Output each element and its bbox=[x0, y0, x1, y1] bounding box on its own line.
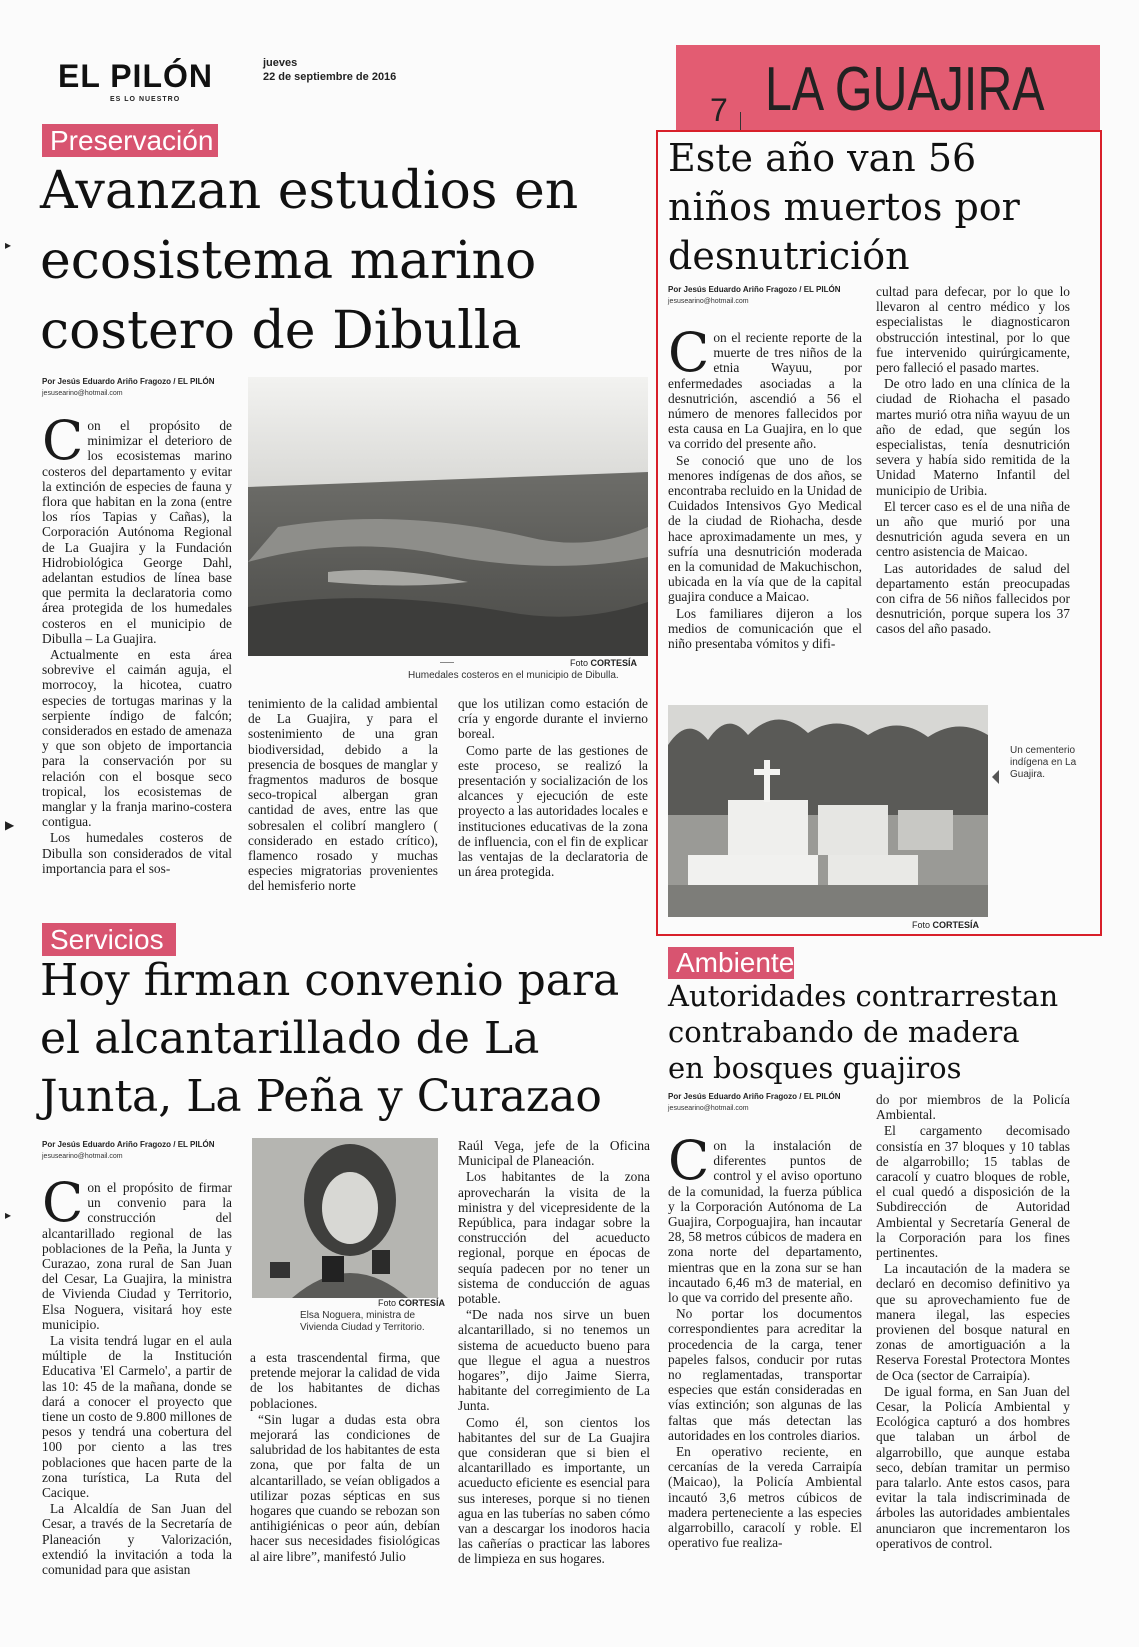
page-number: 7 bbox=[710, 92, 728, 128]
article2-headline bbox=[668, 134, 1088, 281]
article3-paragraph: Raúl Vega, jefe de la Oficina Municipal de Planeación. bbox=[458, 1138, 650, 1169]
cemetery-image bbox=[668, 705, 988, 917]
article1-paragraph: Los humedales costeros de Dibulla son considerados de vital importancia para el sos- bbox=[42, 830, 232, 876]
article4-paragraph: do por miembros de la Policía Ambiental. bbox=[876, 1092, 1070, 1123]
article2-photo-credit bbox=[912, 920, 979, 930]
article3-headline-line: el alcantarillado de La bbox=[40, 1013, 540, 1064]
scan-mark: ▶ bbox=[5, 818, 15, 832]
article2-headline-line: Este año van 56 bbox=[668, 136, 977, 180]
article1-paragraph: tenimiento de la calidad ambiental de La Guajira, y para el sostenimiento de una gran biodiversidad, debido a la presencia de bosques de manglar y fragmentos maduros de bosque seco-tropical albergan gran cantidad de aves, entre las que sobresalen el colibrí manglero ( considerado en estado crítico), flamenco rosado y muchas especies migratorias provenientes del hemisferio norte bbox=[248, 696, 438, 894]
article3-paragraph: “De nada nos sirve un buen alcantarillado, si no tenemos un sistema de acueducto bueno para que llegue el agua a nuestros hogares”, dijo Jaime Sierra, habitante del corregimiento de La Junta. bbox=[458, 1307, 650, 1414]
credit-label: Foto bbox=[570, 658, 589, 668]
coastal-wetland-image bbox=[248, 377, 648, 656]
article4-headline-line: Autoridades contrarrestan bbox=[668, 979, 1059, 1013]
credit-source: CORTESÍA bbox=[398, 1298, 446, 1308]
article3-photo-caption: Elsa Noguera, ministra de Vivienda Ciudad y Territorio. bbox=[300, 1310, 425, 1333]
article4-paragraph: De igual forma, en San Juan del Cesar, la Policía Ambiental y Ecológica capturó a dos hombres que talaban un árbol de algarrobillo, que aunque estaba seco, debían tramitar un permiso para talarlo. Ante estos casos, para evitar la tala indiscriminada de árboles las autoridades ambientales anunciaron que incrementaron los operativos de control. bbox=[876, 1383, 1070, 1551]
article3-email: jesusearino@hotmail.com bbox=[42, 1153, 123, 1160]
article2-photo-caption: Un cementerio indígena en La Guajira. bbox=[1010, 745, 1077, 780]
article1-paragraph: Como parte de las gestiones de este proceso, se realizó la presentación y socialización de los alcances y ejecución de este proyecto a las autoridades locales e instituciones educativas de la zona de influencia, con el fin de explicar las ventajas de la declaratoria de un área protegida. bbox=[458, 742, 648, 880]
article2-paragraph: El tercer caso es el de una niña de un año que murió por una desnutrición aguda severa en un centro asistencia de Maicao. bbox=[876, 498, 1070, 560]
dropcap: C bbox=[42, 409, 84, 472]
article4-paragraph: No portar los documentos correspondientes para acreditar la procedencia de la carga, tener papeles falsos, conducir por rutas no reglamentadas, transportar especies que están consideradas en vías extinción; son algunas de las faltas que más detectan las autoridades en los controles diarios. bbox=[668, 1306, 862, 1443]
article1-photo-credit bbox=[570, 658, 637, 668]
article1-paragraph bbox=[42, 409, 232, 646]
article3-paragraph: “Sin lugar a dudas esta obra mejorará las condiciones de salubridad de los habitantes de esta zona, que por falta de un alcantarillado, se veían obligados a utilizar pozas sépticas en sus hogares que cuando se rebozan son antihigiénicas o peor aún, debían hacer sus necesidades fisiológicas al aire libre”, manifestó Julio bbox=[250, 1411, 440, 1564]
article1-photo bbox=[248, 377, 648, 656]
article3-paragraph: La visita tendrá lugar en el aula múltiple de la Institución Educativa 'El Carmelo', a partir de las 10: 45 de la mañana, donde se dará a conocer el proyecto que tiene un costo de 9.800 millones de pesos y tendrá una cobertura del 100 por ciento a las tres poblaciones que hacen parte de la zona turística, La Ruta del Cacique. bbox=[42, 1333, 232, 1501]
banner-divider bbox=[740, 112, 741, 132]
article3-headline-line: Hoy firman convenio para bbox=[40, 955, 620, 1006]
article2-paragraph: Los familiares dijeron a los medios de comunicación que el niño presentaba vómitos y difi- bbox=[668, 605, 862, 652]
article1-column-1 bbox=[42, 409, 232, 877]
article2-byline: Por Jesús Eduardo Ariño Fragozo / EL PILÓN bbox=[668, 285, 841, 294]
article2-column-1 bbox=[668, 321, 862, 652]
issue-date bbox=[263, 56, 396, 84]
article1-headline-line: ecosistema marino bbox=[40, 231, 537, 291]
article3-column-3 bbox=[458, 1138, 650, 1568]
caption-marker bbox=[440, 656, 454, 663]
article1-photo-caption: Humedales costeros en el municipio de Dibulla. bbox=[408, 670, 619, 681]
dropcap: C bbox=[668, 321, 710, 384]
article3-section-tag: Servicios bbox=[42, 923, 176, 956]
article4-paragraph-text: on la instalación de diferentes puntos de control y el aviso oportuno de la comunidad, la fuerza pública y la Corporación Autónoma de La Guajira, Corpoguajira, han incautar 28, 58 metros cúbicos de madera en zona norte del departamento, mientras que en la zona sur se han incautado 6,46 m3 de material, en lo que va corrido del presente año. bbox=[668, 1138, 862, 1306]
article3-headline-line: Junta, La Peña y Curazao bbox=[40, 1071, 602, 1122]
article3-photo-credit bbox=[378, 1298, 445, 1308]
dropcap: C bbox=[668, 1129, 710, 1192]
issue-weekday: jueves bbox=[263, 57, 298, 69]
credit-label: Foto bbox=[912, 920, 931, 930]
article2-headline-line: niños muertos por bbox=[668, 185, 1020, 229]
article4-byline: Por Jesús Eduardo Ariño Fragozo / EL PILÓN bbox=[668, 1092, 841, 1101]
article3-column-1 bbox=[42, 1171, 232, 1578]
article4-headline-line: en bosques guajiros bbox=[668, 1051, 962, 1085]
section-title: LA GUAJIRA bbox=[765, 55, 1045, 124]
credit-label: Foto bbox=[378, 1298, 397, 1308]
article2-column-2 bbox=[876, 284, 1070, 638]
article2-email: jesusearino@hotmail.com bbox=[668, 298, 749, 305]
article1-column-3 bbox=[458, 696, 648, 880]
article3-column-2 bbox=[250, 1350, 440, 1565]
article1-section-tag: Preservación bbox=[42, 124, 218, 157]
article4-headline bbox=[668, 978, 1098, 1086]
article3-paragraph: Los habitantes de la zona aprovecharán la visita de la ministra y del vicepresidente de la República, para indagar sobre la construcción del acueducto regional, porque en épocas de sequía padecen por no tener un sistema de conducción de aguas potable. bbox=[458, 1169, 650, 1307]
article4-column-2 bbox=[876, 1092, 1070, 1552]
article1-headline-line: Avanzan estudios en bbox=[40, 161, 579, 221]
article4-column-1 bbox=[668, 1129, 862, 1551]
dropcap: C bbox=[42, 1171, 84, 1234]
article3-photo bbox=[252, 1138, 438, 1298]
newspaper-tagline: ES LO NUESTRO bbox=[110, 96, 181, 103]
article4-headline-line: contrabando de madera bbox=[668, 1015, 1020, 1049]
article1-byline: Por Jesús Eduardo Ariño Fragozo / EL PILÓN bbox=[42, 377, 215, 386]
article2-paragraph bbox=[668, 321, 862, 452]
scan-mark: ▸ bbox=[5, 238, 12, 252]
article2-paragraph: Las autoridades de salud del departamento están preocupadas con cifra de 56 niños fallecidos por desnutrición, porque supera los 37 casos del año pasado. bbox=[876, 560, 1070, 637]
article4-paragraph: En operativo reciente, en cercanías de la vereda Carraipía (Maicao), la Policía Ambiental incautó 3,6 metros cúbicos de madera perteneciente a las especies algarrobillo, caracolí y roble. El operativo fue realiza- bbox=[668, 1444, 862, 1551]
article3-paragraph-text: on el propósito de firmar un convenio para la construcción del alcantarillado regional de las poblaciones de la Peña, la Junta y Curazao, zona rural de San Juan del Cesar, La Guajira, la ministra de Vivienda Ciudad y Territorio, Elsa Noguera, visitará hoy este municipio. bbox=[42, 1180, 232, 1332]
article1-headline-line: costero de Dibulla bbox=[40, 301, 522, 361]
credit-source: CORTESÍA bbox=[590, 658, 638, 668]
article4-paragraph bbox=[668, 1129, 862, 1306]
scan-mark: ▸ bbox=[5, 1208, 12, 1222]
minister-portrait-image bbox=[252, 1138, 438, 1298]
newspaper-logo: EL PILÓN bbox=[58, 58, 213, 94]
article1-paragraph: Actualmente en esta área sobrevive el caimán aguja, el morrocoy, la hicotea, cuatro especies de tortugas marinas y la serpiente índigo de falcón; considerados en estado de amenaza y que son objeto de importancia para la conservación por su relación con el bosque seco tropical, los ecosistemas de manglar y la franja marino-costera contigua. bbox=[42, 647, 232, 830]
article2-photo bbox=[668, 705, 988, 917]
article2-paragraph: Se conoció que uno de los menores indígenas de dos años, se encontraba recluido en la Unidad de Cuidados Intensivos Gyo Medical de la ciudad de Riohacha, desde hace aproximadamente un mes, y sufría una desnutrición moderada en la comunidad de Makuchischon, ubicada en la vía que de la capital guajira conduce a Maicao. bbox=[668, 452, 862, 605]
article1-paragraph: que los utilizan como estación de cría y engorde durante el invierno boreal. bbox=[458, 696, 648, 742]
article2-paragraph-text: on el reciente reporte de la muerte de tres niños de la etnia Wayuu, por enfermedades asociadas a la desnutrición, ascendió a 56 el número de menores fallecidos por esta causa en La Guajira, en lo que va corrido del presente año. bbox=[668, 330, 862, 452]
article2-paragraph: cultad para defecar, por lo que lo llevaron al centro médico y los especialistas le diagnosticaron obstrucción intestinal, por lo que fue intervenido quirúrgicamente, pero falleció el pasado martes. bbox=[876, 284, 1070, 376]
article3-paragraph: Como él, son cientos los habitantes del sur de La Guajira que consideran que si bien el alcantarillado es importante, un acueducto eficiente es esencial para sus intereses, porque si no tienen agua en las tuberías no saben cómo van a descargar los inodoros hacia las cañerías o practicar las labores de limpieza en sus hogares. bbox=[458, 1414, 650, 1567]
article3-headline bbox=[40, 952, 660, 1126]
article1-column-2 bbox=[248, 696, 438, 895]
article1-headline bbox=[40, 156, 650, 366]
article4-section-tag: Ambiente bbox=[668, 947, 794, 979]
article1-email: jesusearino@hotmail.com bbox=[42, 390, 123, 397]
article2-headline-line: desnutrición bbox=[668, 234, 910, 278]
article3-paragraph: La Alcaldía de San Juan del Cesar, a través de la Secretaría de Planeación y Valorización, extendió la invitación a toda la comunidad para que asistan bbox=[42, 1501, 232, 1578]
article2-paragraph: De otro lado en una clínica de la ciudad de Riohacha el pasado martes murió otra niña wayuu de un año de edad, que según los especialistas, tenía desnutrición severa y había sido remitida de la Unidad Materno Infantil del municipio de Uribia. bbox=[876, 376, 1070, 498]
article3-paragraph: a esta trascendental firma, que pretende mejorar la calidad de vida de los habitantes de dichas poblaciones. bbox=[250, 1350, 440, 1411]
article3-byline: Por Jesús Eduardo Ariño Fragozo / EL PILÓN bbox=[42, 1140, 215, 1149]
issue-date-text: 22 de septiembre de 2016 bbox=[263, 71, 397, 83]
article4-email: jesusearino@hotmail.com bbox=[668, 1105, 749, 1112]
credit-source: CORTESÍA bbox=[932, 920, 980, 930]
article4-paragraph: El cargamento decomisado consistía en 37 bloques y 10 tablas de algarrobillo; 15 tablas de caracolí y cuatro bloques de roble, el cual quedó a disposición de la Subdirección de Autoridad Ambiental y Secretaría General de la Corporación para los fines pertinentes. bbox=[876, 1123, 1070, 1261]
article4-paragraph: La incautación de la madera se declaró en decomiso definitivo ya que su aprovechamiento fue de manera ilegal, las especies provienen del bosque natural en zonas de amortiguación a la Reserva Forestal Protectora Montes de Oca (sector de Carraipía). bbox=[876, 1261, 1070, 1383]
article1-paragraph-text: on el propósito de minimizar el deterioro de los ecosistemas marino costeros del departamento y evitar la extinción de especies de fauna y flora que habitan en la zona (entre los ríos Tapias y Cañas), la Corporación Autónoma Regional de La Guajira y la Fundación Hidrobiológica George Dahl, adelantan estudios de línea base que permita la declaratoria como área protegida de los humedales costeros en el municipio de Dibulla – La Guajira. bbox=[42, 418, 232, 646]
article3-paragraph bbox=[42, 1171, 232, 1332]
caption-arrow-icon bbox=[992, 770, 999, 784]
